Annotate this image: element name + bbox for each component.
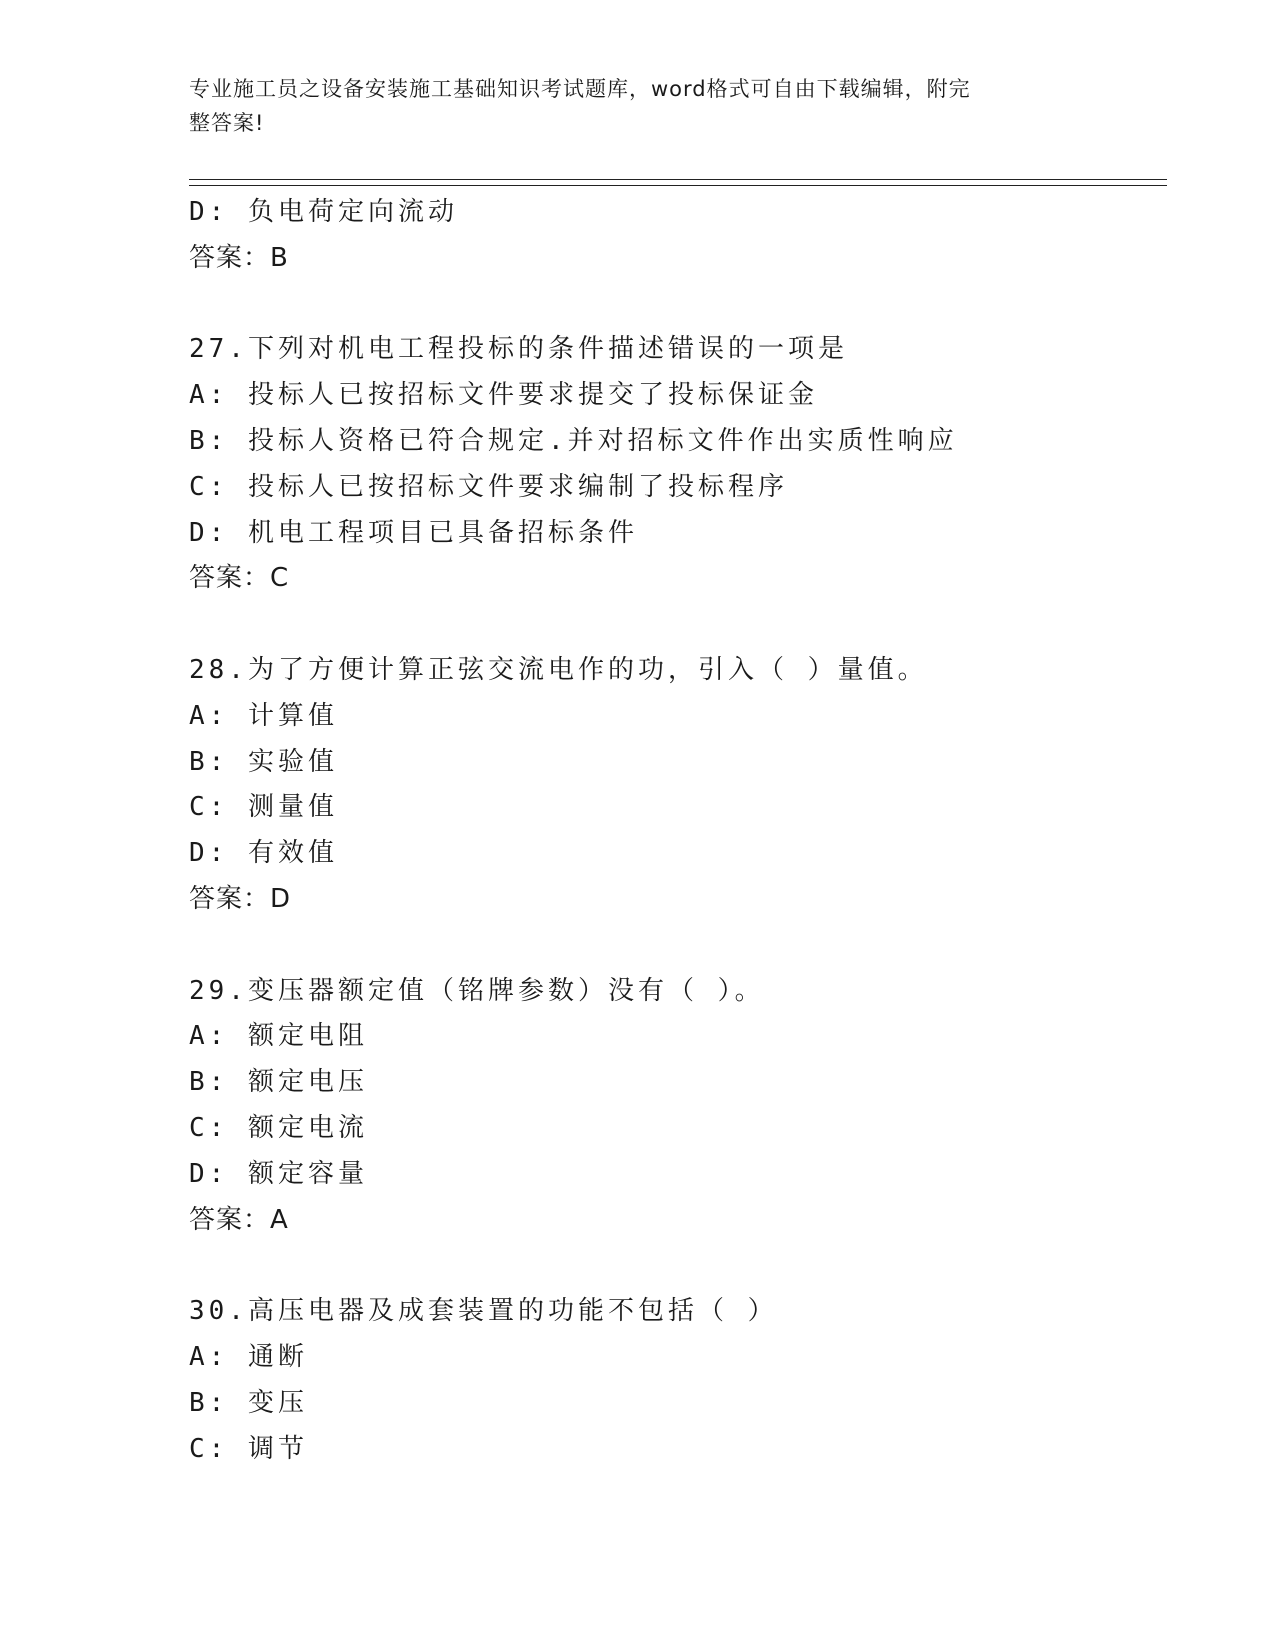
answer: 答案：D (189, 883, 292, 914)
option-a: A: 额定电阻 (189, 1021, 368, 1052)
option-a: A: 投标人已按招标文件要求提交了投标保证金 (189, 380, 818, 411)
option-c: C: 调节 (189, 1433, 308, 1464)
option-d: D: 机电工程项目已具备招标条件 (189, 517, 638, 548)
spacer (189, 282, 1189, 328)
option-c: C: 测量值 (189, 792, 338, 823)
option-a: A: 通断 (189, 1341, 308, 1372)
option-c: C: 投标人已按招标文件要求编制了投标程序 (189, 471, 788, 502)
option-a: A: 计算值 (189, 700, 338, 731)
option-d: D: 有效值 (189, 838, 338, 869)
spacer (189, 923, 1189, 969)
option-b: B: 投标人资格已符合规定.并对招标文件作出实质性响应 (189, 425, 958, 456)
document-header (189, 72, 1089, 140)
prev-option-d: D: 负电荷定向流动 (189, 197, 458, 227)
option-d: D: 额定容量 (189, 1158, 368, 1189)
option-b: B: 实验值 (189, 746, 338, 777)
question-stem: 30.高压电器及成套装置的功能不包括（ ） (189, 1296, 778, 1327)
question-29 (189, 969, 1189, 1244)
question-27 (189, 327, 1189, 602)
option-c: C: 额定电流 (189, 1112, 368, 1143)
header-divider-top (189, 179, 1167, 180)
header-line-1: 专业施工员之设备安装施工基础知识考试题库，word格式可自由下载编辑，附完 (189, 77, 971, 101)
prev-answer: 答案：B (189, 242, 289, 273)
question-stem: 28.为了方便计算正弦交流电作的功，引入（ ）量值。 (189, 654, 928, 685)
option-b: B: 变压 (189, 1387, 308, 1418)
question-30 (189, 1289, 1189, 1472)
spacer (189, 1243, 1189, 1289)
question-28 (189, 648, 1189, 923)
question-stem: 27.下列对机电工程投标的条件描述错误的一项是 (189, 334, 848, 365)
question-stem: 29.变压器额定值（铭牌参数）没有（ ）。 (189, 975, 765, 1006)
option-b: B: 额定电压 (189, 1067, 368, 1098)
question-list (189, 190, 1189, 1472)
answer: 答案：C (189, 563, 290, 594)
spacer (189, 602, 1189, 648)
header-divider-bottom (189, 185, 1167, 186)
answer: 答案：A (189, 1204, 289, 1235)
header-line-2: 整答案! (189, 111, 265, 135)
